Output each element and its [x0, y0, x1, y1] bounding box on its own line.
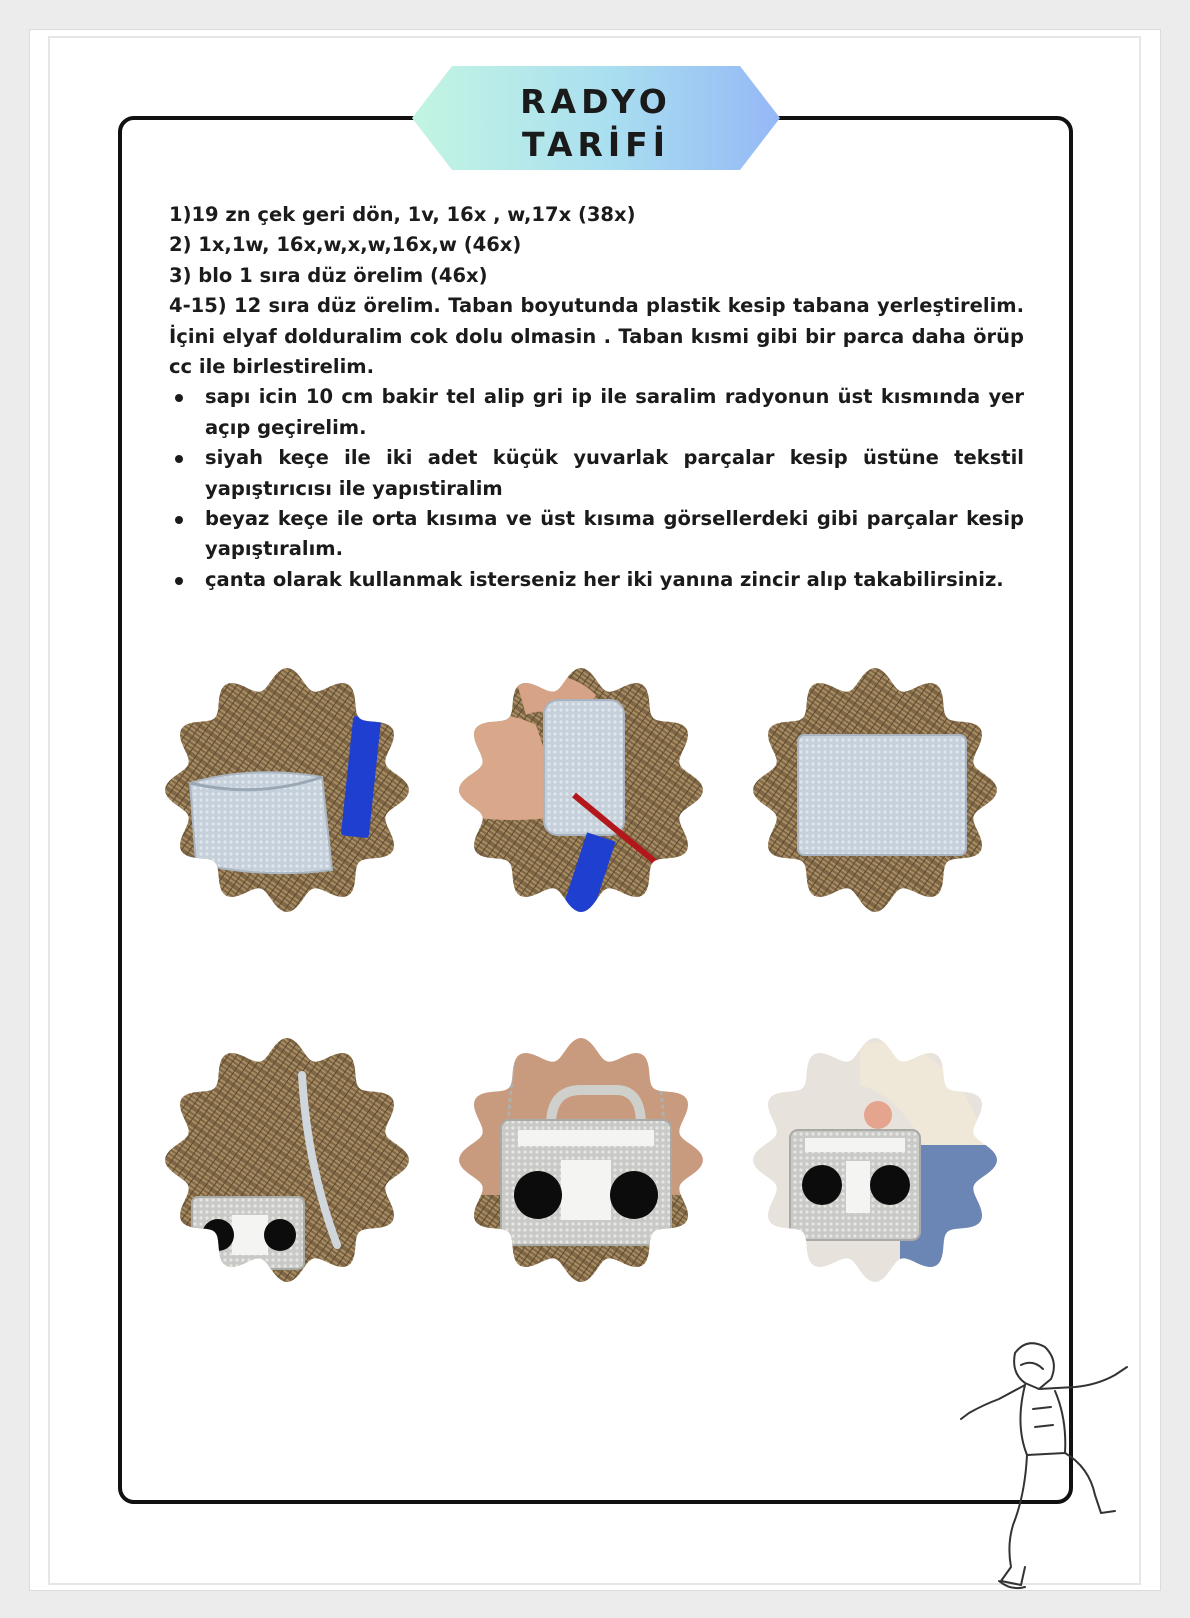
photo-sewing-sides — [456, 665, 706, 915]
photo-radio-chain — [456, 1035, 706, 1285]
photo-base-with-plastic — [162, 665, 412, 915]
bullet-dot-icon — [175, 394, 183, 402]
photo-finished-box — [750, 665, 1000, 915]
title-line-2: TARİFİ — [522, 125, 670, 164]
recipe-text — [169, 200, 1024, 595]
title-line-1: RADYO — [520, 82, 672, 121]
page-title — [412, 80, 780, 166]
step-2: 2) 1x,1w, 16x,w,x,w,16x,w (46x) — [169, 233, 522, 257]
bullet-dot-icon — [175, 577, 183, 585]
bullet-dot-icon — [175, 516, 183, 524]
bullet-list — [169, 382, 1024, 595]
step-3: 3) blo 1 sıra düz örelim (46x) — [169, 263, 488, 287]
bullet-dot-icon — [175, 455, 183, 463]
bullet-text: çanta olarak kullanmak isterseniz her iki yanına zincir alıp takabilirsiniz. — [205, 567, 1004, 591]
photo-radio-on-doll — [750, 1035, 1000, 1285]
bullet-item — [205, 382, 1024, 443]
photo-handle-wire — [162, 1035, 412, 1285]
bullet-item — [205, 504, 1024, 565]
step-1: 1)19 zn çek geri dön, 1v, 16x , w,17x (38x) — [169, 203, 636, 226]
dancer-illustration-icon — [955, 1335, 1135, 1597]
bullet-text: sapı icin 10 cm bakir tel alip gri ip ile saralim radyonun üst kısmında yer açıp geçirelim. — [205, 385, 1024, 439]
bullet-text: siyah keçe ile iki adet küçük yuvarlak parçalar kesip üstüne tekstil yapıştırıcısı ile yapıstiralim — [205, 446, 1024, 500]
bullet-item — [205, 565, 1024, 595]
bullet-item — [205, 443, 1024, 504]
title-banner — [412, 66, 780, 170]
step-4-15: 4-15) 12 sıra düz örelim. Taban boyutunda plastik kesip tabana yerleştirelim. İçini elyaf dolduralim cok dolu olmasin . Taban kısmi gibi bir parca daha örüp cc ile birlestirelim. — [169, 294, 1024, 379]
bullet-text: beyaz keçe ile orta kısıma ve üst kısıma görsellerdeki gibi parçalar kesip yapıştıralım. — [205, 507, 1024, 561]
